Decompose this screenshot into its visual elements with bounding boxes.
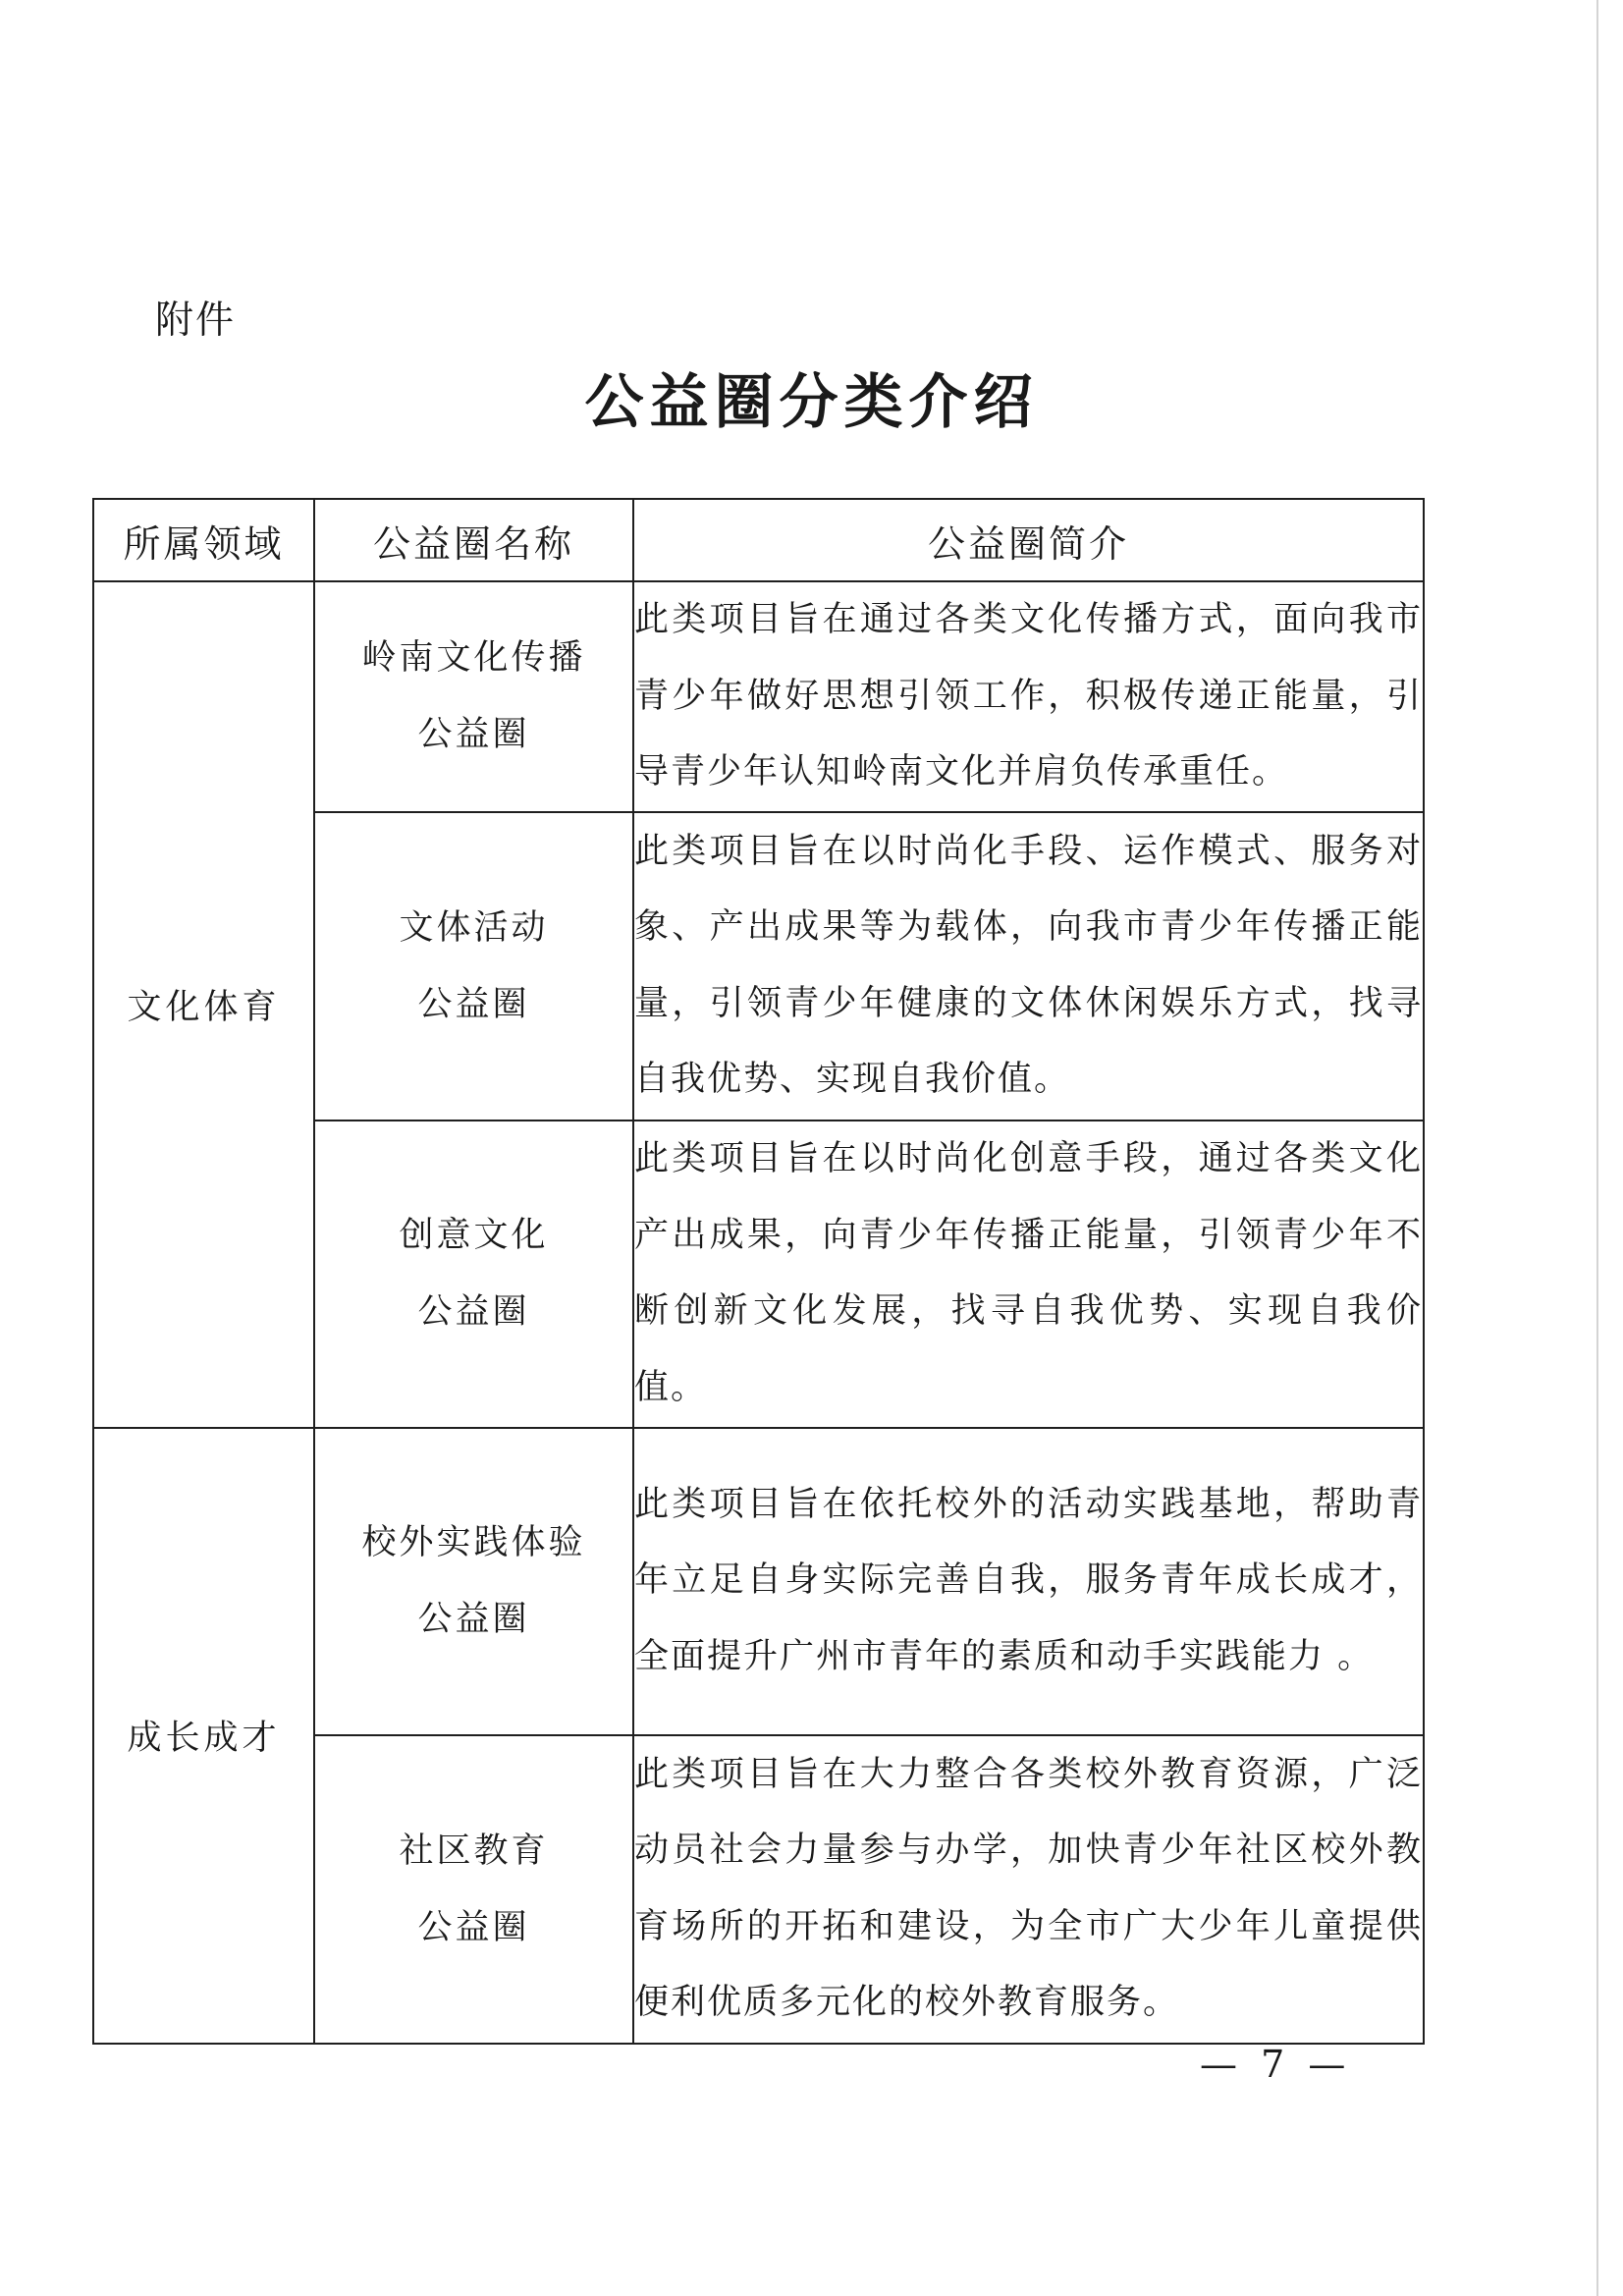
domain-cell-growth: 成长成才: [93, 1428, 314, 2044]
page-number: — 7 —: [1200, 2043, 1352, 2086]
table-header-row: [93, 499, 1424, 581]
circle-name-suffix: 公益圈: [417, 715, 530, 755]
table-row: [93, 1428, 1424, 1735]
table-row: [93, 581, 1424, 812]
circle-name-cell: [314, 581, 633, 812]
circle-description: 此类项目旨在依托校外的活动实践基地，帮助青年立足自身实际完善自我，服务青年成长成才，全面提升广州市青年的素质和动手实践能力 。: [633, 1428, 1424, 1735]
circle-name-cell: [314, 1121, 633, 1428]
circle-name-suffix: 公益圈: [417, 1907, 530, 1947]
circle-name-line: 岭南文化传播: [361, 638, 586, 679]
circle-name-suffix: 公益圈: [417, 1600, 530, 1639]
circle-name-line: 文体活动: [399, 907, 549, 948]
circle-description: 此类项目旨在以时尚化手段、运作模式、服务对象、产出成果等为载体，向我市青少年传播正能量，引领青少年健康的文体休闲娱乐方式，找寻自我优势、实现自我价值。: [633, 812, 1424, 1121]
circle-name-cell: [314, 1735, 633, 2044]
circle-name-cell: [314, 1428, 633, 1735]
circle-name-line: 社区教育: [399, 1831, 549, 1871]
circle-name-suffix: 公益圈: [417, 1292, 530, 1332]
circle-name-suffix: 公益圈: [417, 984, 530, 1024]
header-circle-intro: 公益圈简介: [633, 499, 1424, 581]
page-edge-line: [1596, 0, 1598, 2296]
circle-name-cell: [314, 812, 633, 1121]
document-title: 公益圈分类介绍: [584, 368, 1039, 437]
attachment-label: 附件: [155, 299, 237, 343]
circle-description: 此类项目旨在大力整合各类校外教育资源，广泛动员社会力量参与办学，加快青少年社区校外教育场所的开拓和建设，为全市广大少年儿童提供便利优质多元化的校外教育服务。: [633, 1735, 1424, 2044]
circle-name-line: 校外实践体验: [361, 1523, 586, 1562]
circle-description: 此类项目旨在以时尚化创意手段，通过各类文化产出成果，向青少年传播正能量，引领青少年不断创新文化发展，找寻自我优势、实现自我价值。: [633, 1121, 1424, 1428]
circle-description: 此类项目旨在通过各类文化传播方式，面向我市青少年做好思想引领工作，积极传递正能量，引导青少年认知岭南文化并肩负传承重任。: [633, 581, 1424, 812]
header-domain: 所属领域: [93, 499, 314, 581]
domain-cell-culture-sports: 文化体育: [93, 581, 314, 1428]
classification-table: [92, 498, 1425, 2045]
header-circle-name: 公益圈名称: [314, 499, 633, 581]
circle-name-line: 创意文化: [399, 1216, 549, 1255]
